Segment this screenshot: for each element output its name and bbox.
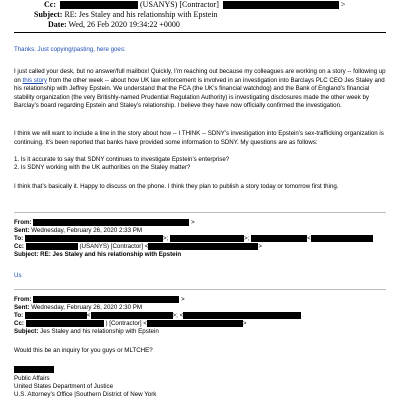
header-cc-label: Cc: [44,0,56,9]
header-divider [14,32,386,33]
email3-cc-tail: > [242,320,247,328]
email3-subject-row [14,328,159,336]
email3-subject-value: Jes Staley and his relationship with Epstein [40,328,159,335]
header-subject-value: RE: Jes Staley and his relationship with Epstein [64,10,218,19]
header-subject-label: Subject: [34,10,63,19]
header-subject-row [34,10,218,19]
email3-from-row [14,296,185,304]
email2-sent-label: Sent: [14,227,30,234]
signature-line-3: U.S. Attorney’s Office |Southern District of New York [14,391,157,398]
redaction-box [311,235,373,242]
reply-paragraph-1-text-b: from the other week -- about how UK law enforcement is involved in an investigation into Barclays PLC CEO Jes Staley and his relationship with Jeffrey Epstein. We understand that the FCA (the UK’s financial watchdog) and the Bank of England’s financial stability organization (the very Britishly-named Prudential Regulation Authority) is investigating disclosures made the other week by Barclay’s board regarding Epstein and Staley’s relationship. I believe they have now officially confirmed the investigation. [14,76,385,109]
email3-subject-label: Subject: [14,328,39,335]
reply-paragraph-2: I think we will want to include a line in the story about how -- I THINK -- SDNY’s investigation into Epstein’s sex-trafficking organization is continuing. It’s been reported that banks have provided some information to SDNY. My questions are as follows: [14,130,384,146]
header-cc-row [44,0,345,9]
email2-to-row [14,235,373,243]
email2-sent-row [14,227,142,235]
reply-paragraph-1 [14,68,386,111]
email3-cc-value: ) [Contractor] < [105,320,147,328]
email3-cc-row [14,320,247,328]
email3-sent-row [14,304,142,312]
reply-paragraph-1-text-a: I just called your desk, but no answer/full mailbox! Quickly, I’m reaching out because my colleagues are working on a story -- following up on [14,68,386,84]
redaction-box [33,219,189,226]
redaction-box [25,312,87,319]
redaction-box [183,312,301,319]
email2-to-sep-1: >; [162,235,169,243]
header-cc-tail: > [340,0,346,9]
email3-from-label: From: [14,296,32,304]
header-date-value: Wed, 26 Feb 2020 19:34:22 +0000 [68,20,180,29]
signature-line-2: United States Department of Justice [14,383,114,390]
redaction-box [33,296,179,303]
email2-subject-value: RE: Jes Staley and his relationship with Epstein [40,251,182,258]
email2-cc-value: (USANYS) [Contractor] < [79,243,149,251]
email3-to-row [14,312,301,320]
email3-from-tail: > [181,296,185,304]
this-story-link[interactable]: this story [22,76,48,84]
redaction-box [147,320,243,327]
redaction-box [223,1,339,9]
email2-from-row [14,219,195,227]
email2-cc-tail: > [258,243,263,251]
redaction-box [25,235,163,242]
redaction-box [60,1,138,9]
reply-greeting: Thanks. Just copying/pasting, here goes: [14,46,126,53]
email2-to-label: To: [14,235,24,243]
email2-from-label: From: [14,219,32,227]
email2-subject-row [14,251,181,259]
signature-line-1: Public Affairs [14,375,50,382]
email3-to-label: To: [14,312,24,320]
email3-sent-label: Sent: [14,304,30,311]
email3-to-sep-1: < [86,312,91,320]
redaction-box [170,235,244,242]
email3-cc-label: Cc: [14,320,24,328]
redaction-box [26,243,78,250]
email3-body: Would this be an inquiry for you guys or MLTCHE? [14,347,153,354]
email2-cc-row [14,243,262,251]
redaction-box [251,235,307,242]
email2-subject-label: Subject: [14,251,39,258]
email3-divider [14,289,386,290]
email2-from-tail: > [191,219,195,227]
reply-question-1: 1. Is it accurate to say that SDNY continues to investigate Epstein’s enterprise? [14,156,230,163]
email2-to-sep-2: >; [243,235,250,243]
redaction-box [148,243,258,250]
email2-sent-value: Wednesday, February 26, 2020 2:33 PM [31,227,143,234]
email3-sent-value: Wednesday, February 26, 2020 2:30 PM [31,304,143,311]
email2-body: Us [14,272,22,279]
reply-paragraph-3: I think that’s basically it. Happy to discuss on the phone. I think they plan to publish a story today or tomorrow first thing. [14,183,339,190]
reply-question-2: 2. Is SDNY working with the UK authorities on the Staley matter? [14,164,191,171]
email2-divider [14,212,386,213]
email3-to-sep-2: >; < [172,312,184,320]
header-date-row [48,20,180,29]
email2-to-sep-3: < [307,235,311,243]
redaction-box [26,320,104,327]
email2-cc-label: Cc: [14,243,24,251]
header-date-label: Date: [48,20,67,29]
signature-name-redaction [14,366,54,373]
redaction-box [91,312,173,319]
header-cc-value: (USANYS) [Contractor] [140,0,219,9]
